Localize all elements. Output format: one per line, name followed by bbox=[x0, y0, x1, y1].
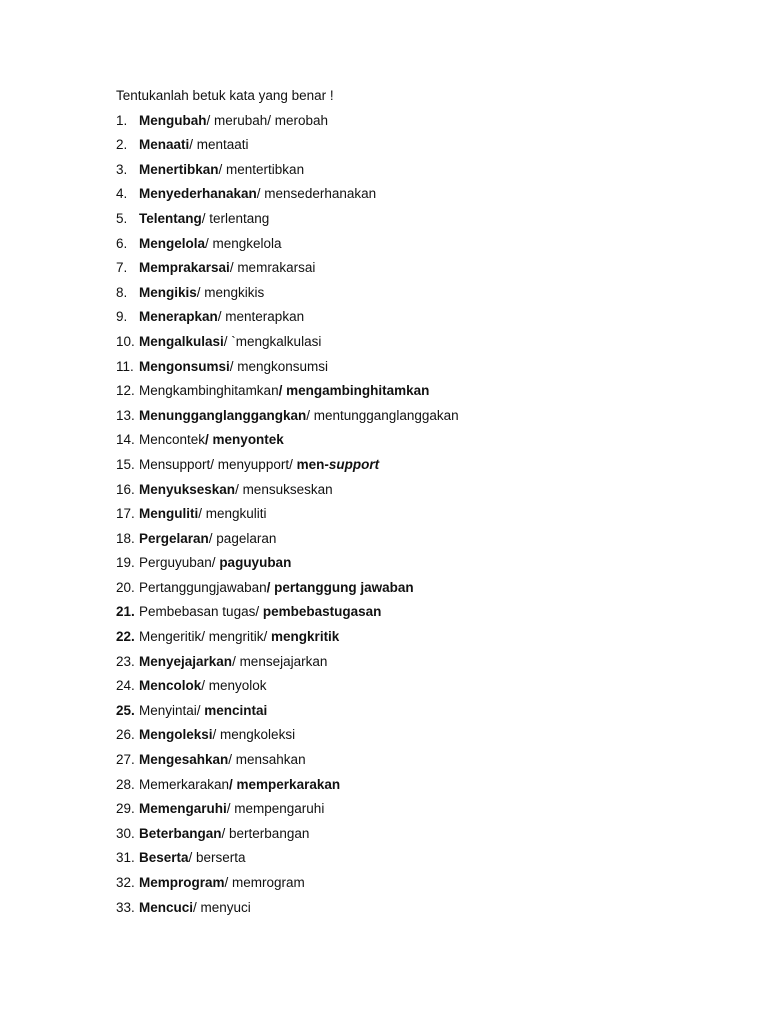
word-variant: Perguyuban/ bbox=[139, 555, 220, 571]
correct-word: Memengaruhi bbox=[139, 801, 227, 817]
list-item bbox=[116, 676, 716, 701]
item-number: 5. bbox=[116, 210, 128, 226]
item-text bbox=[139, 504, 267, 524]
item-number: 9. bbox=[116, 309, 128, 325]
list-item bbox=[116, 553, 716, 578]
correct-word: Mencuci bbox=[139, 899, 194, 915]
list-item bbox=[116, 775, 716, 800]
list-item bbox=[116, 578, 716, 603]
word-variant: / berterbangan bbox=[221, 825, 310, 841]
item-number: 17. bbox=[116, 506, 135, 522]
item-number: 26. bbox=[116, 727, 135, 743]
list-item bbox=[116, 258, 716, 283]
correct-word: pembebastugasan bbox=[262, 604, 382, 620]
item-number: 32. bbox=[116, 875, 135, 890]
list-item bbox=[116, 307, 716, 332]
item-text bbox=[139, 160, 304, 180]
word-variant: / menyolok bbox=[201, 678, 267, 694]
item-text bbox=[139, 553, 291, 573]
item-number: 33. bbox=[116, 899, 135, 915]
word-variant: / menyuci bbox=[193, 899, 251, 915]
item-text bbox=[139, 824, 309, 844]
item-text bbox=[139, 799, 324, 819]
item-text bbox=[139, 529, 276, 549]
correct-word: Mengubah bbox=[139, 112, 207, 128]
item-number: 28. bbox=[116, 776, 135, 792]
list-item bbox=[116, 480, 716, 505]
word-variant: / mentaati bbox=[189, 137, 249, 153]
word-variant: Mengkambinghitamkan bbox=[139, 383, 279, 399]
correct-word: / memperkarakan bbox=[229, 776, 341, 792]
word-variant: / memrogram bbox=[224, 875, 305, 890]
item-number: 20. bbox=[116, 579, 135, 595]
item-number: 6. bbox=[116, 235, 128, 251]
list-item bbox=[116, 381, 716, 406]
item-text bbox=[139, 873, 305, 893]
correct-word: Beterbangan bbox=[139, 825, 222, 841]
item-number: 19. bbox=[116, 555, 135, 571]
item-text bbox=[139, 455, 379, 475]
word-variant: / mentungganglanggakan bbox=[306, 407, 459, 423]
list-item bbox=[116, 848, 716, 873]
correct-word: / mengambinghitamkan bbox=[278, 383, 430, 399]
correct-word: Mencolok bbox=[139, 678, 202, 694]
list-item bbox=[116, 602, 716, 627]
word-variant: / mengkoleksi bbox=[212, 727, 296, 743]
item-number: 1. bbox=[116, 112, 128, 128]
word-variant: Mengeritik/ mengritik/ bbox=[139, 629, 272, 645]
correct-word: Menaati bbox=[139, 137, 190, 153]
item-text bbox=[139, 357, 328, 377]
item-number: 30. bbox=[116, 825, 135, 841]
item-text bbox=[139, 332, 321, 352]
correct-word: mencintai bbox=[204, 702, 268, 718]
list-item bbox=[116, 209, 716, 234]
item-number: 12. bbox=[116, 383, 135, 399]
word-variant: / `mengkalkulasi bbox=[223, 333, 322, 349]
list-item bbox=[116, 652, 716, 677]
item-text bbox=[139, 209, 269, 229]
list-item bbox=[116, 529, 716, 554]
correct-word: Mengesahkan bbox=[139, 752, 229, 768]
item-number: 31. bbox=[116, 850, 135, 866]
item-text bbox=[139, 430, 284, 450]
list-item bbox=[116, 504, 716, 529]
item-text bbox=[139, 406, 459, 426]
correct-word: Menyejajarkan bbox=[139, 653, 233, 669]
item-text bbox=[139, 676, 267, 696]
correct-word: Menyukseskan bbox=[139, 481, 236, 497]
correct-word: Pergelaran bbox=[139, 530, 209, 546]
word-variant: / mensederhanakan bbox=[256, 186, 377, 202]
item-text bbox=[139, 750, 306, 770]
word-list bbox=[116, 111, 716, 923]
item-number: 14. bbox=[116, 432, 135, 448]
item-text bbox=[139, 307, 304, 327]
list-item bbox=[116, 160, 716, 185]
item-number: 4. bbox=[116, 186, 128, 202]
item-text bbox=[139, 258, 315, 278]
list-item bbox=[116, 135, 716, 160]
item-number: 18. bbox=[116, 530, 135, 546]
item-number: 11. bbox=[116, 358, 134, 374]
item-text bbox=[139, 775, 340, 795]
word-variant: / menterapkan bbox=[217, 309, 305, 325]
correct-word: / menyontek bbox=[205, 432, 284, 448]
item-number: 3. bbox=[116, 161, 128, 177]
item-number: 13. bbox=[116, 407, 135, 423]
correct-word: Telentang bbox=[139, 210, 202, 226]
word-variant: Mensupport/ menyupport/ bbox=[139, 456, 297, 472]
list-item bbox=[116, 283, 716, 308]
item-text bbox=[139, 627, 339, 647]
correct-word: Menungganglanggangkan bbox=[139, 407, 307, 423]
correct-word: Memprogram bbox=[139, 875, 225, 890]
word-variant: / pagelaran bbox=[208, 530, 277, 546]
word-variant: / mengkikis bbox=[196, 284, 265, 300]
item-number: 22. bbox=[116, 629, 135, 645]
item-number: 7. bbox=[116, 260, 128, 276]
item-text bbox=[139, 848, 246, 868]
correct-word: Mengalkulasi bbox=[139, 333, 224, 349]
item-text bbox=[139, 480, 333, 500]
item-text bbox=[139, 381, 429, 401]
item-number: 29. bbox=[116, 801, 135, 817]
correct-word: Mengikis bbox=[139, 284, 197, 300]
item-number: 21. bbox=[116, 604, 135, 620]
word-variant: Pembebasan tugas/ bbox=[139, 604, 263, 620]
list-item bbox=[116, 184, 716, 209]
document-title: Tentukanlah betuk kata yang benar ! bbox=[116, 88, 334, 103]
word-variant: / berserta bbox=[188, 850, 246, 866]
correct-word: Menyederhanakan bbox=[139, 186, 257, 202]
word-variant: / merubah/ merobah bbox=[206, 112, 329, 128]
word-variant: / mensejajarkan bbox=[232, 653, 328, 669]
word-variant: / mengkonsumsi bbox=[229, 358, 329, 374]
item-number: 8. bbox=[116, 284, 128, 300]
list-item bbox=[116, 332, 716, 357]
document-body bbox=[116, 86, 716, 922]
list-item bbox=[116, 357, 716, 382]
item-number: 24. bbox=[116, 678, 135, 694]
correct-word: Memprakarsai bbox=[139, 260, 230, 276]
list-item bbox=[116, 701, 716, 726]
item-text bbox=[139, 652, 327, 672]
list-item bbox=[116, 898, 716, 923]
list-item bbox=[116, 455, 716, 480]
list-item bbox=[116, 873, 716, 898]
correct-word: mengkritik bbox=[271, 629, 340, 645]
correct-word: men- bbox=[296, 456, 329, 472]
correct-word: Beserta bbox=[139, 850, 189, 866]
item-text bbox=[139, 602, 381, 622]
correct-word: Menertibkan bbox=[139, 161, 219, 177]
item-text bbox=[139, 283, 264, 303]
word-variant: / mensukseskan bbox=[235, 481, 333, 497]
word-variant: / mentertibkan bbox=[218, 161, 305, 177]
list-item bbox=[116, 406, 716, 431]
word-variant: / memrakarsai bbox=[229, 260, 316, 276]
word-variant: Memerkarakan bbox=[139, 776, 230, 792]
item-number: 15. bbox=[116, 456, 135, 472]
item-number: 10. bbox=[116, 333, 135, 349]
word-variant: / mempengaruhi bbox=[226, 801, 325, 817]
list-item bbox=[116, 430, 716, 455]
word-variant: / terlentang bbox=[201, 210, 270, 226]
correct-word: paguyuban bbox=[219, 555, 292, 571]
correct-word: Mengoleksi bbox=[139, 727, 213, 743]
item-number: 27. bbox=[116, 752, 135, 768]
correct-word: support bbox=[328, 456, 380, 472]
word-variant: / mengkuliti bbox=[198, 506, 267, 522]
list-item bbox=[116, 799, 716, 824]
list-item bbox=[116, 234, 716, 259]
word-variant: Mencontek bbox=[139, 432, 206, 448]
item-text bbox=[139, 234, 282, 254]
item-number: 2. bbox=[116, 137, 128, 153]
word-variant: Pertanggungjawaban bbox=[139, 579, 267, 595]
correct-word: / pertanggung jawaban bbox=[266, 579, 414, 595]
correct-word: Mengelola bbox=[139, 235, 206, 251]
correct-word: Mengonsumsi bbox=[139, 358, 230, 374]
correct-word: Menerapkan bbox=[139, 309, 218, 325]
list-item bbox=[116, 750, 716, 775]
item-text bbox=[139, 725, 295, 745]
item-number: 25. bbox=[116, 702, 135, 718]
word-variant: / mengkelola bbox=[205, 235, 282, 251]
item-number: 23. bbox=[116, 653, 135, 669]
list-item bbox=[116, 627, 716, 652]
item-text bbox=[139, 184, 376, 204]
item-text bbox=[139, 111, 328, 131]
list-item bbox=[116, 111, 716, 136]
correct-word: Menguliti bbox=[139, 506, 199, 522]
word-variant: / mensahkan bbox=[228, 752, 306, 768]
item-text bbox=[139, 898, 251, 918]
list-item bbox=[116, 725, 716, 750]
item-text bbox=[139, 135, 249, 155]
item-text bbox=[139, 701, 267, 721]
list-item bbox=[116, 824, 716, 849]
word-variant: Menyintai/ bbox=[139, 702, 205, 718]
item-text bbox=[139, 578, 414, 598]
item-number: 16. bbox=[116, 481, 135, 497]
